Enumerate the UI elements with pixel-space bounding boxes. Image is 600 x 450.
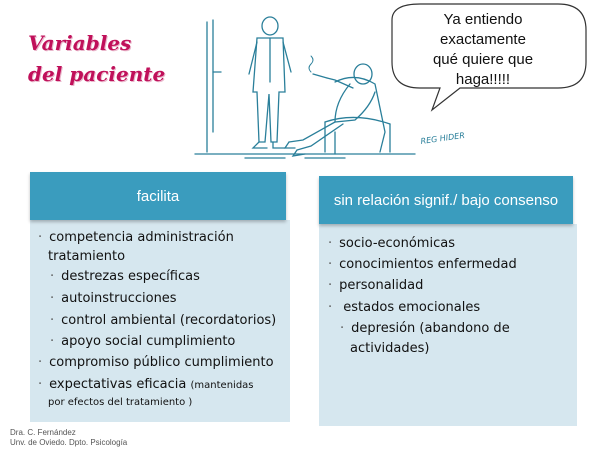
bullet-icon: · [50, 291, 55, 306]
bullet-icon: · [328, 278, 333, 293]
list-sub-item [50, 289, 177, 309]
list-item-continuation [48, 393, 192, 413]
cartoon-signature: REG HIDER [420, 130, 466, 146]
list-item-text: depresión (abandono de [351, 321, 510, 336]
list-sub-item [50, 267, 200, 287]
title-line-1: Variables [28, 31, 132, 55]
bullet-icon: · [328, 300, 333, 315]
list-item-note: por efectos del tratamiento ) [48, 397, 193, 408]
bullet-icon: · [38, 355, 43, 370]
list-item-text: destrezas específicas [61, 269, 200, 284]
list-item-text: apoyo social cumplimiento [61, 334, 236, 349]
list-item-text: personalidad [339, 278, 424, 293]
footer-credit [10, 428, 127, 448]
list-item [328, 298, 480, 318]
list-item-text: compromiso público cumplimiento [49, 355, 274, 370]
sin-relacion-panel-header: sin relación signif./ bajo consenso [319, 176, 573, 224]
list-item-text: autoinstrucciones [61, 291, 177, 306]
list-item-text: socio-económicas [339, 236, 455, 251]
list-item-text: control ambiental (recordatorios) [61, 313, 277, 328]
bullet-icon: · [38, 377, 43, 392]
bullet-icon: · [50, 334, 55, 349]
list-item-continuation [48, 247, 125, 267]
footer-line-2: Unv. de Oviedo. Dpto. Psicología [10, 438, 128, 447]
list-sub-item [50, 332, 235, 352]
list-item [328, 234, 455, 254]
bullet-icon: · [328, 236, 333, 251]
list-item-continuation [350, 339, 429, 359]
speech-bubble-text [392, 10, 574, 90]
list-item [328, 276, 423, 296]
list-item-text: competencia administración [49, 230, 234, 245]
bullet-icon: · [38, 230, 43, 245]
list-sub-item [340, 319, 510, 339]
bubble-line-2: exactamente [440, 31, 526, 48]
footer-line-1: Dra. C. Fernández [10, 428, 76, 437]
list-item-text: actividades) [350, 341, 430, 356]
bullet-icon: · [340, 321, 345, 336]
list-item [38, 353, 274, 373]
list-item-text: estados emocionales [339, 300, 481, 315]
bullet-icon: · [50, 269, 55, 284]
bullet-icon: · [328, 257, 333, 272]
facilita-panel-header: facilita [30, 172, 286, 220]
list-item-text: conocimientos enfermedad [339, 257, 517, 272]
bullet-icon: · [50, 313, 55, 328]
list-item-text: expectativas eficacia [49, 377, 187, 392]
bubble-line-4: haga!!!!! [455, 71, 511, 88]
list-item-text: tratamiento [48, 249, 126, 264]
bubble-line-1: Ya entiendo [443, 11, 523, 28]
list-item-note: (mantenidas [190, 380, 254, 391]
bubble-line-3: qué quiere que [432, 51, 534, 68]
list-sub-item [50, 311, 276, 331]
list-item [38, 228, 234, 248]
slide-title [28, 28, 165, 90]
list-item [328, 255, 517, 275]
title-line-2: del paciente [28, 62, 166, 86]
